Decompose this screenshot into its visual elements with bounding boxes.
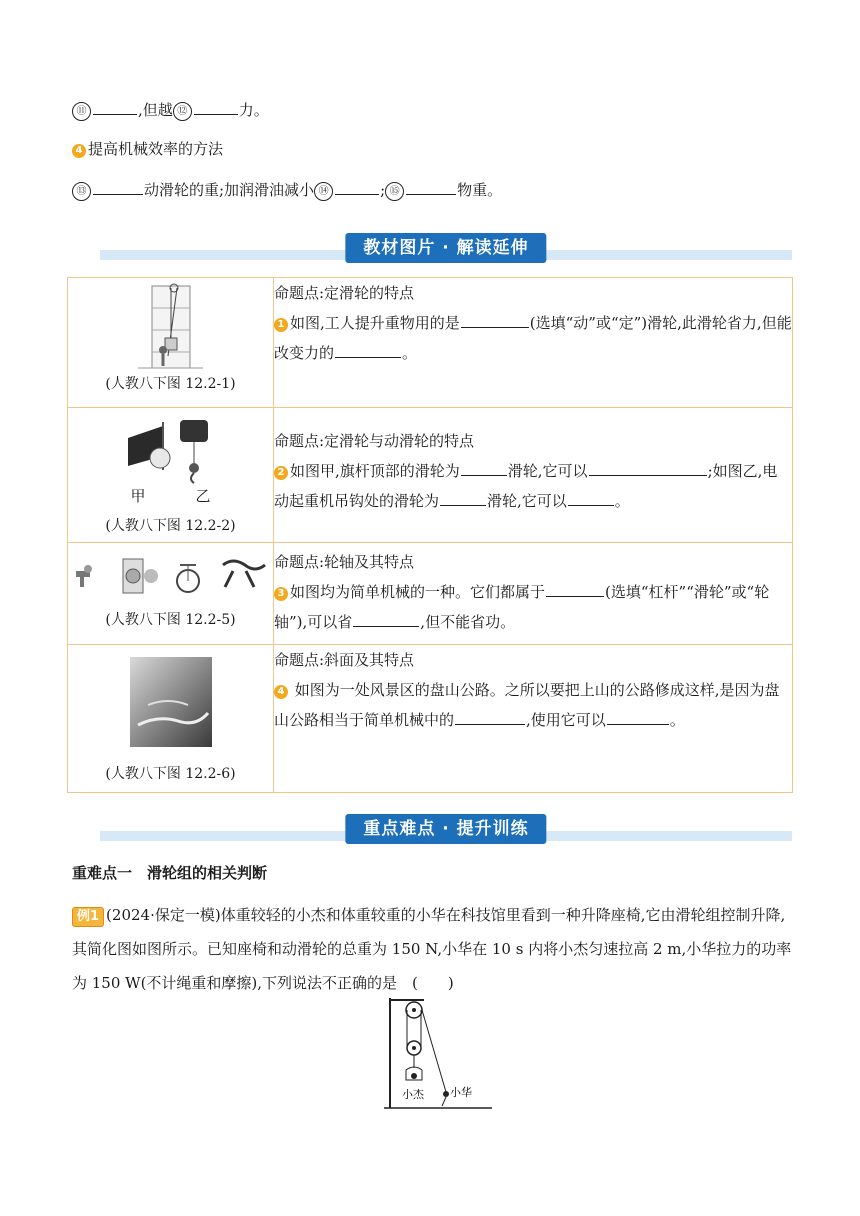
text-segment: ,但不能省功。 xyxy=(420,613,516,631)
question-text xyxy=(274,577,792,637)
blank-12[interactable] xyxy=(194,99,238,115)
number-14: ⑭ xyxy=(314,182,333,201)
figure-cell xyxy=(68,408,274,543)
question-cell xyxy=(274,543,793,645)
text-segment: 如图均为简单机械的一种。它们都属于 xyxy=(290,583,546,601)
banner-label: 重点难点 · 提升训练 xyxy=(345,814,546,844)
heading-text: 提高机械效率的方法 xyxy=(88,140,224,158)
mountain-road-photo xyxy=(68,645,273,755)
blank-11[interactable] xyxy=(93,99,137,115)
answer-blank[interactable] xyxy=(546,581,604,597)
figure-cell xyxy=(68,278,274,408)
question-text xyxy=(274,456,792,516)
text-segment: 。 xyxy=(402,344,418,362)
question-cell xyxy=(274,645,793,793)
banner-label: 教材图片 · 解读延伸 xyxy=(345,233,546,263)
topic-title: 命题点:定滑轮的特点 xyxy=(274,284,415,302)
fill-line-11-12 xyxy=(72,99,269,121)
label-jia: 甲 xyxy=(130,487,146,505)
section-banner xyxy=(100,814,792,848)
answer-blank[interactable] xyxy=(589,460,707,476)
number-badge: 1 xyxy=(274,318,288,332)
lift-chair-pulley-diagram xyxy=(384,996,494,1112)
table-row xyxy=(68,408,793,543)
topic-title: 命题点:定滑轮与动滑轮的特点 xyxy=(274,432,475,450)
heading-4 xyxy=(72,139,223,159)
topic-title: 命题点:轮轴及其特点 xyxy=(274,553,415,571)
wheel-axle-illustration xyxy=(68,543,273,603)
figure-caption: (人教八下图 12.2-5) xyxy=(105,612,236,628)
number-badge: 4 xyxy=(72,144,86,158)
answer-blank[interactable] xyxy=(335,342,401,358)
question-cell xyxy=(274,408,793,543)
label-xiaohua: 小华 xyxy=(450,1086,472,1099)
answer-blank[interactable] xyxy=(455,709,525,725)
question-text xyxy=(274,308,792,368)
table-row xyxy=(68,278,793,408)
table-row xyxy=(68,543,793,645)
text-segment: 如图为一处风景区的盘山公路。之所以要把上山的公路修成这样,是因为盘山公路相当于简单机械中的 xyxy=(274,681,780,729)
text-segment: 如图甲,旗杆顶部的滑轮为 xyxy=(290,462,460,480)
number-11: ⑪ xyxy=(72,102,91,121)
answer-blank[interactable] xyxy=(568,490,614,506)
figure-caption: (人教八下图 12.2-2) xyxy=(105,518,236,534)
text-segment: ;如图乙,电动起重机吊钩处的滑轮为 xyxy=(274,462,778,510)
text-segment: ,使用它可以 xyxy=(526,711,606,729)
number-badge: 2 xyxy=(274,466,288,480)
text-segment: (选填“动”或“定”)滑轮,此滑轮省力,但能改变力的 xyxy=(274,314,792,362)
number-15: ⑮ xyxy=(385,182,404,201)
text-segment: 如图,工人提升重物用的是 xyxy=(290,314,460,332)
answer-blank[interactable] xyxy=(440,490,486,506)
question-cell xyxy=(274,278,793,408)
label-yi: 乙 xyxy=(195,487,211,505)
blank-15[interactable] xyxy=(406,179,456,195)
figure-caption: (人教八下图 12.2-1) xyxy=(105,376,236,392)
question-text xyxy=(274,675,792,735)
section-banner xyxy=(100,233,792,267)
label-xiaojie: 小杰 xyxy=(402,1088,424,1101)
flag-and-crane-illustration xyxy=(68,408,273,488)
answer-blank[interactable] xyxy=(461,460,507,476)
example-problem xyxy=(72,898,792,1000)
text-segment: (选填“杠杆”“滑轮”或“轮轴”),可以省 xyxy=(274,583,770,631)
example-tag: 例1 xyxy=(72,907,104,927)
answer-blank[interactable] xyxy=(461,312,529,328)
text-segment: 。 xyxy=(614,492,630,510)
answer-blank[interactable] xyxy=(607,709,669,725)
text-segment: 滑轮,它可以 xyxy=(507,462,588,480)
text-segment: 。 xyxy=(669,711,685,729)
table-row xyxy=(68,645,793,793)
sub-labels xyxy=(68,485,273,506)
text-segment: 动滑轮的重;加润滑油减小 xyxy=(144,181,315,199)
figure-cell xyxy=(68,543,274,645)
text-segment: 物重。 xyxy=(457,181,503,199)
text-segment: 力。 xyxy=(238,101,269,119)
text-segment: ,但越 xyxy=(138,101,173,119)
blank-14[interactable] xyxy=(335,179,379,195)
figure-caption: (人教八下图 12.2-6) xyxy=(105,766,236,782)
example-text: (2024·保定一模)体重较轻的小杰和体重较重的小华在科技馆里看到一种升降座椅,它由滑轮组控制升降,其简化图如图所示。已知座椅和动滑轮的总重为 150 N,小华在 10 s 内将小杰匀速拉高 2 m,小华拉力的功率为 150 W(不计绳重和摩擦),下列说法不正确的是 ( ) xyxy=(72,906,792,992)
number-12: ⑫ xyxy=(173,102,192,121)
textbook-figure-table xyxy=(67,277,793,793)
text-segment: 滑轮,它可以 xyxy=(487,492,567,510)
topic-title: 命题点:斜面及其特点 xyxy=(274,651,415,669)
number-badge: 3 xyxy=(274,587,288,601)
fill-line-13-15 xyxy=(72,179,502,201)
text-segment: ; xyxy=(380,181,386,199)
section-heading: 重难点一 滑轮组的相关判断 xyxy=(72,864,268,882)
blank-13[interactable] xyxy=(93,179,143,195)
number-13: ⑬ xyxy=(72,182,91,201)
figure-cell xyxy=(68,645,274,793)
answer-blank[interactable] xyxy=(353,611,419,627)
number-badge: 4 xyxy=(274,685,288,699)
